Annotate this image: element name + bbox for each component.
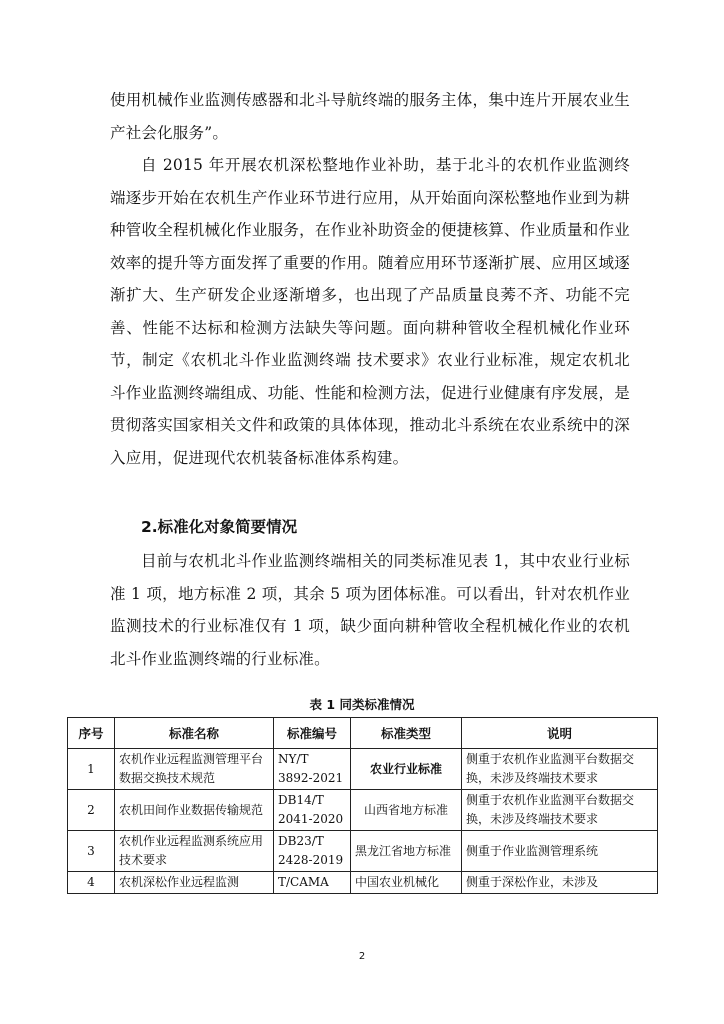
cell-name: 农机作业远程监测系统应用技术要求 — [115, 831, 274, 872]
paragraph-1: 使用机械作业监测传感器和北斗导航终端的服务主体，集中连片开展农业生产社会化服务”。 — [110, 91, 630, 142]
header-type: 标准类型 — [351, 718, 462, 749]
section-heading: 2.标准化对象简要情况 — [141, 518, 298, 536]
table-row — [68, 872, 658, 894]
cell-type: 山西省地方标准 — [351, 790, 462, 831]
cell-code: DB23/T 2428-2019 — [274, 831, 351, 872]
cell-code: DB14/T 2041-2020 — [274, 790, 351, 831]
header-no: 序号 — [68, 718, 115, 749]
page-number: 2 — [358, 951, 366, 962]
cell-no: 3 — [68, 831, 115, 872]
cell-code: T/CAMA — [274, 872, 351, 894]
cell-type: 黑龙江省地方标准 — [351, 831, 462, 872]
cell-no: 1 — [68, 749, 115, 790]
header-note: 说明 — [462, 718, 658, 749]
paragraph-3: 目前与农机北斗作业监测终端相关的同类标准见表 1，其中农业行业标准 1 项，地方标准 2 项，其余 5 项为团体标准。可以看出，针对农机作业监测技术的行业标准仅有 1 项，缺少面向耕种管收全程机械化作业的农机北斗作业监测终端的行业标准。 — [110, 552, 630, 668]
cell-name: 农机深松作业远程监测 — [115, 872, 274, 894]
cell-no: 4 — [68, 872, 115, 894]
cell-type: 中国农业机械化 — [351, 872, 462, 894]
cell-name: 农机田间作业数据传输规范 — [115, 790, 274, 831]
table-row — [68, 790, 658, 831]
header-code: 标准编号 — [274, 718, 351, 749]
cell-type: 农业行业标准 — [351, 749, 462, 790]
standards-table — [67, 717, 658, 894]
table-caption: 表 1 同类标准情况 — [309, 697, 415, 712]
cell-note: 侧重于农机作业监测平台数据交换，未涉及终端技术要求 — [462, 790, 658, 831]
table-row — [68, 749, 658, 790]
paragraph-2: 自 2015 年开展农机深松整地作业补助，基于北斗的农机作业监测终端逐步开始在农机生产作业环节进行应用，从开始面向深松整地作业到为耕种管收全程机械化作业服务，在作业补助资金的便捷核算、作业质量和作业效率的提升等方面发挥了重要的作用。随着应用环节逐渐扩展、应用区域逐渐扩大、生产研发企业逐渐增多，也出现了产品质量良莠不齐、功能不完善、性能不达标和检测方法缺失等问题。面向耕种管收全程机械化作业环节，制定《农机北斗作业监测终端 技术要求》农业行业标准，规定农机北斗作业监测终端组成、功能、性能和检测方法，促进行业健康有序发展，是贯彻落实国家相关文件和政策的具体体现，推动北斗系统在农业系统中的深入应用，促进现代农机装备标准体系构建。 — [110, 156, 630, 467]
header-name: 标准名称 — [115, 718, 274, 749]
cell-name: 农机作业远程监测管理平台数据交换技术规范 — [115, 749, 274, 790]
cell-code: NY/T 3892-2021 — [274, 749, 351, 790]
cell-note: 侧重于农机作业监测平台数据交换，未涉及终端技术要求 — [462, 749, 658, 790]
cell-note: 侧重于作业监测管理系统 — [462, 831, 658, 872]
table-header-row — [68, 718, 658, 749]
cell-no: 2 — [68, 790, 115, 831]
table-row — [68, 831, 658, 872]
cell-note: 侧重于深松作业，未涉及 — [462, 872, 658, 894]
